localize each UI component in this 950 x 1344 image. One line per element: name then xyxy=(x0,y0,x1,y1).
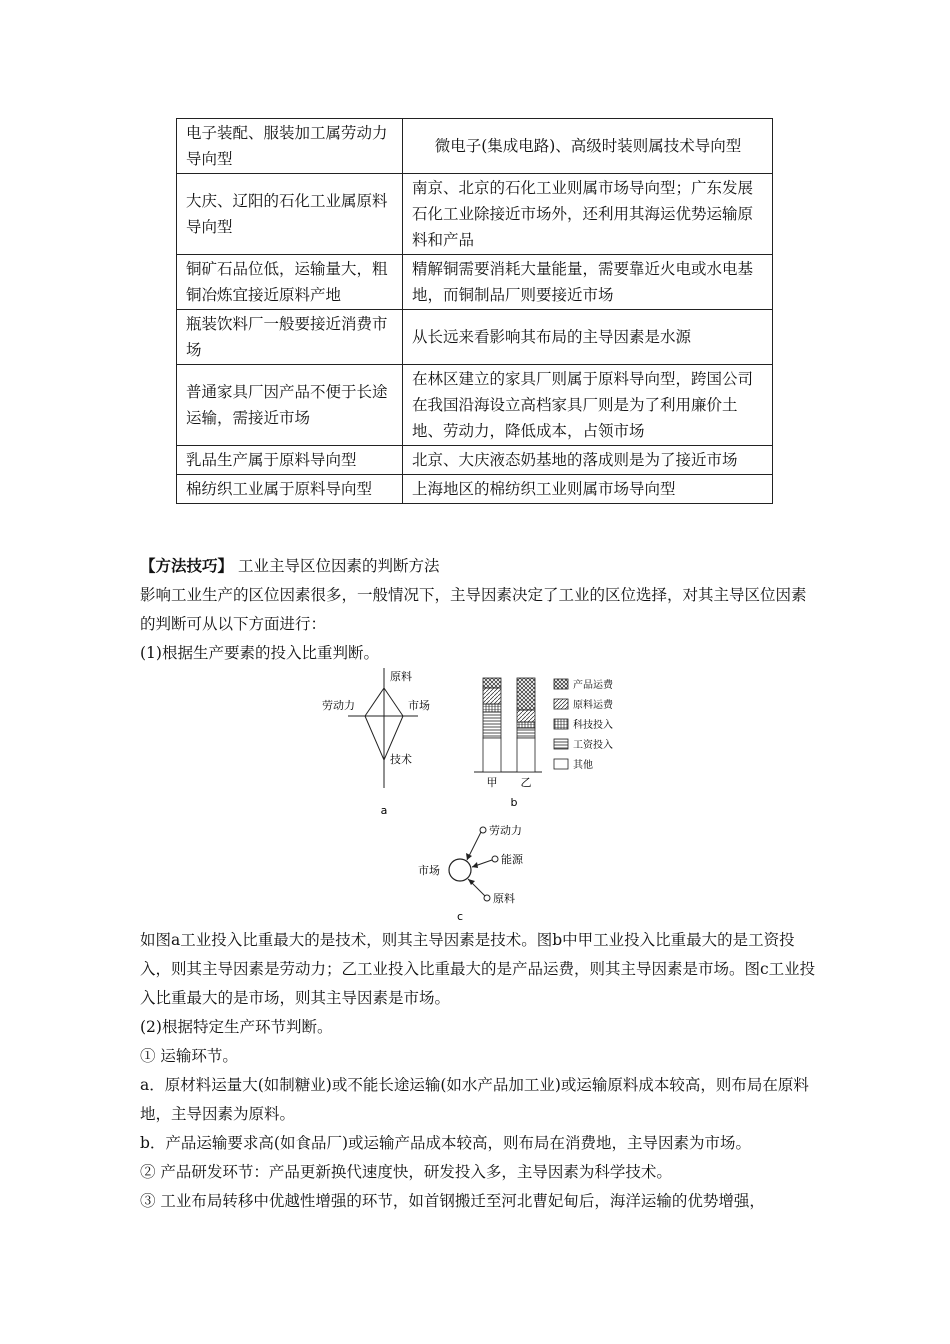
table-row xyxy=(177,365,773,446)
table-cell: 微电子(集成电路)、高级时装则属技术导向型 xyxy=(403,119,773,174)
method-section-intro xyxy=(140,551,820,668)
table-cell: 从长远来看影响其布局的主导因素是水源 xyxy=(403,310,773,365)
legend-label: 科技投入 xyxy=(573,720,613,731)
method-item-1b: b．产品运输要求高(如食品厂)或运输产品成本较高，则布局在消费地，主导因素为市场。 xyxy=(140,1134,752,1152)
comparison-table xyxy=(176,118,773,504)
figure-c-factor: 劳动力 xyxy=(489,824,522,837)
table-row xyxy=(177,255,773,310)
figure-a xyxy=(320,668,440,820)
method-tag: 【方法技巧】 xyxy=(140,556,234,575)
figure-c-diagram xyxy=(414,820,554,924)
table-cell: 在林区建立的家具厂则属于原料导向型，跨国公司在我国沿海设立高档家具厂则是为了利用廉价土地、劳动力，降低成本，占领市场 xyxy=(403,365,773,446)
method-item-1: ① 运输环节。 xyxy=(140,1047,238,1065)
table-cell: 南京、北京的石化工业则属市场导向型；广东发展石化工业除接近市场外，还利用其海运优势运输原料和产品 xyxy=(403,174,773,255)
legend-label: 其他 xyxy=(573,760,593,771)
figure-a-label-left: 劳动力 xyxy=(322,699,355,712)
market-node xyxy=(449,859,471,881)
figure-b-legend xyxy=(554,678,614,771)
method-intro: 影响工业生产的区位因素很多，一般情况下，主导因素决定了工业的区位选择，对其主导区位因素的判断可从以下方面进行： xyxy=(140,586,807,633)
figure-a-caption: a xyxy=(380,804,388,816)
figure-a-label-right: 市场 xyxy=(408,699,430,712)
table-row xyxy=(177,446,773,475)
figure-a-label-top: 原料 xyxy=(390,670,412,683)
figure-a-label-bottom: 技术 xyxy=(390,753,412,766)
figure-explanation: 如图a工业投入比重最大的是技术，则其主导因素是技术。图b中甲工业投入比重最大的是工资投入，则其主导因素是劳动力；乙工业投入比重最大的是产品运费，则其主导因素是市场。图c工业投入比重最大的是市场，则其主导因素是市场。 xyxy=(140,931,816,1007)
figure-b-bar-label: 乙 xyxy=(520,776,532,789)
table-cell: 普通家具厂因产品不便于长途运输，需接近市场 xyxy=(177,365,403,446)
method-item-3: ③ 工业布局转移中优越性增强的环节，如首钢搬迁至河北曹妃甸后，海洋运输的优势增强， xyxy=(140,1192,765,1210)
figure-c xyxy=(414,820,554,928)
table-cell: 瓶装饮料厂一般要接近消费市场 xyxy=(177,310,403,365)
table-row xyxy=(177,475,773,504)
figure-c-caption: c xyxy=(456,910,464,923)
table-cell: 精解铜需要消耗大量能量，需要靠近火电或水电基地，而铜制品厂则要接近市场 xyxy=(403,255,773,310)
table-row xyxy=(177,119,773,174)
legend-label: 产品运费 xyxy=(573,680,613,691)
method-item-1a: a．原材料运量大(如制糖业)或不能长途运输(如水产品加工业)或运输原料成本较高，则布局在原料地，主导因素为原料。 xyxy=(140,1076,809,1123)
method-heading xyxy=(140,551,820,581)
table-cell: 大庆、辽阳的石化工业属原料导向型 xyxy=(177,174,403,255)
figure-b-caption: b xyxy=(510,796,518,809)
table-row xyxy=(177,174,773,255)
figure-c-factor: 能源 xyxy=(501,853,523,866)
table-cell: 电子装配、服装加工属劳动力导向型 xyxy=(177,119,403,174)
figure-b-chart xyxy=(470,672,640,812)
method-step-1: (1)根据生产要素的投入比重判断。 xyxy=(140,644,379,662)
figure-b-bar-yi xyxy=(517,678,535,772)
figure-c-center-label: 市场 xyxy=(418,864,440,877)
table-row xyxy=(177,310,773,365)
figure-b-bar-jia xyxy=(483,678,501,772)
method-step-2: (2)根据特定生产环节判断。 xyxy=(140,1018,333,1036)
table-cell: 北京、大庆液态奶基地的落成则是为了接近市场 xyxy=(403,446,773,475)
figure-a-diagram xyxy=(320,668,440,816)
table-cell: 乳品生产属于原料导向型 xyxy=(177,446,403,475)
method-title: 工业主导区位因素的判断方法 xyxy=(237,557,440,575)
figure-c-factor: 原料 xyxy=(493,892,515,905)
figure-b xyxy=(470,672,640,816)
table-cell: 铜矿石品位低，运输量大，粗铜冶炼宜接近原料产地 xyxy=(177,255,403,310)
method-section-body xyxy=(140,926,820,1216)
legend-label: 原料运费 xyxy=(573,700,613,711)
legend-label: 工资投入 xyxy=(573,740,613,751)
figure-b-bar-label: 甲 xyxy=(486,776,498,789)
table-cell: 上海地区的棉纺织工业则属市场导向型 xyxy=(403,475,773,504)
table-cell: 棉纺织工业属于原料导向型 xyxy=(177,475,403,504)
method-item-2: ② 产品研发环节：产品更新换代速度快，研发投入多，主导因素为科学技术。 xyxy=(140,1163,672,1181)
